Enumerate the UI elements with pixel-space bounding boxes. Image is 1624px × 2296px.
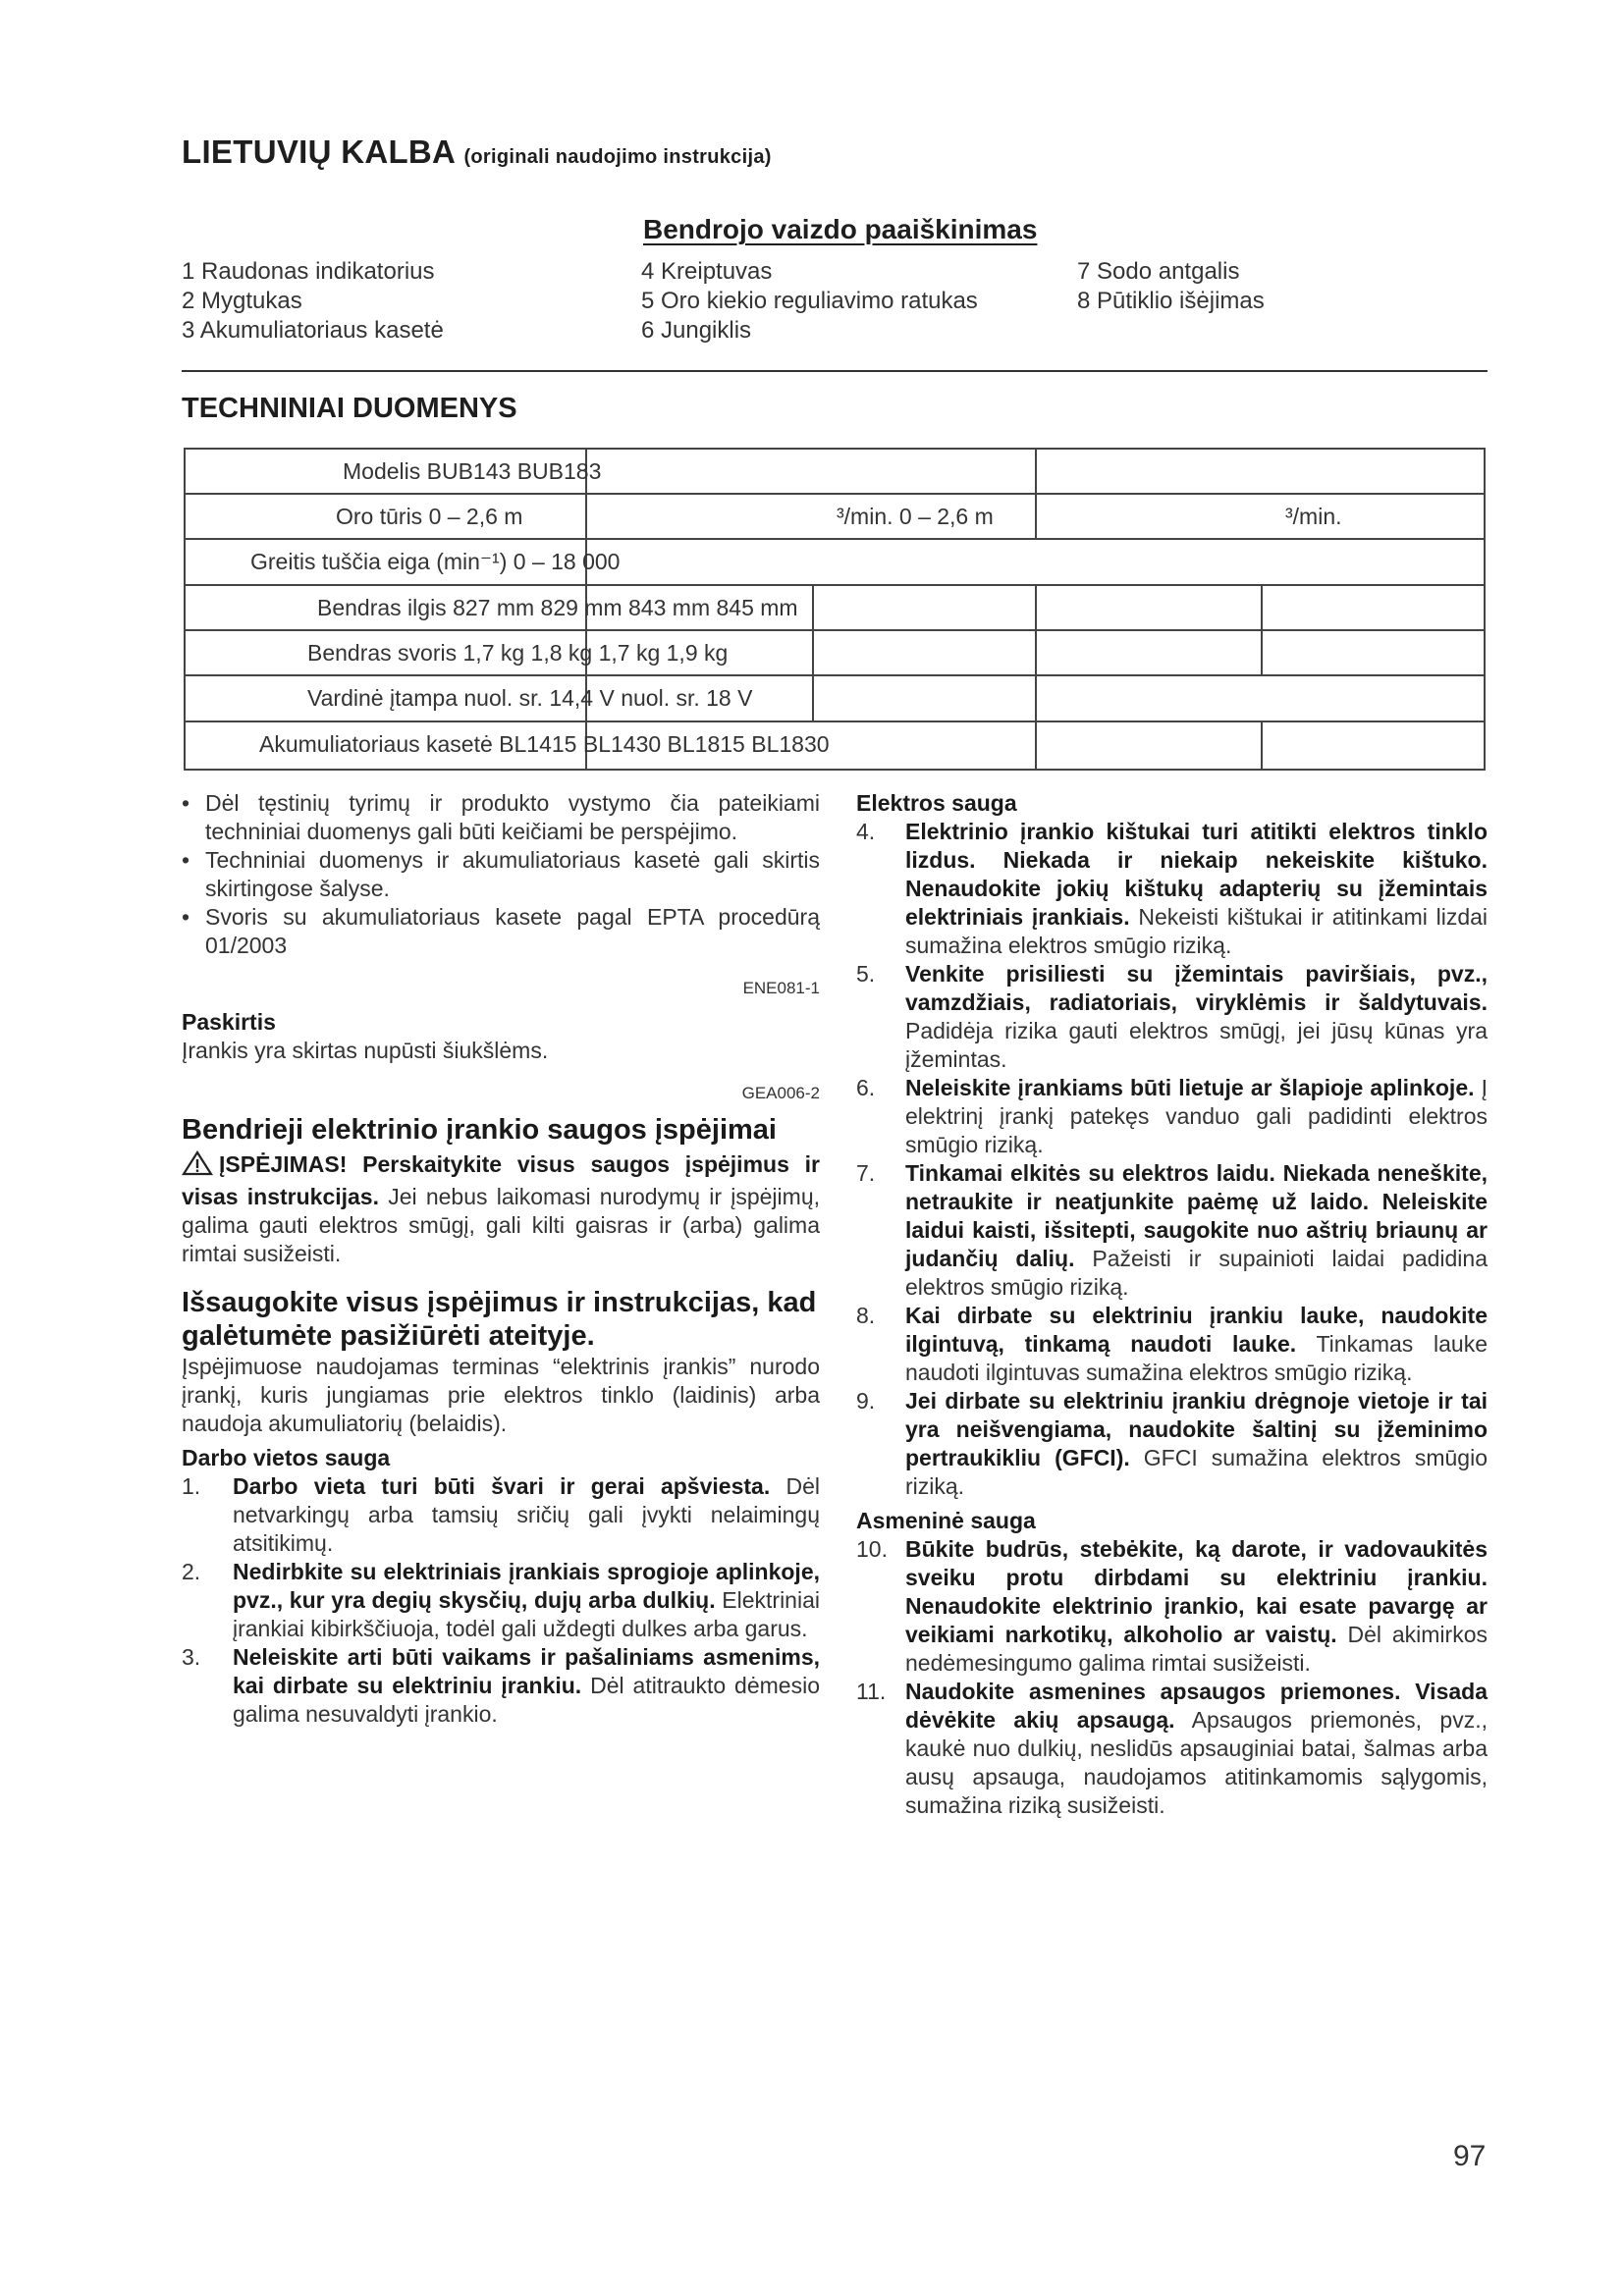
right-column — [856, 789, 1488, 1820]
item-bold: Neleiskite įrankiams būti lietuje ar šlapioje aplinkoje. — [905, 1075, 1475, 1100]
overview-heading: Bendrojo vaizdo paaiškinimas — [643, 214, 1038, 244]
part-item: 7 Sodo antgalis — [1077, 258, 1240, 285]
item-number: 11. — [856, 1679, 887, 1704]
part-item: 3 Akumuliatoriaus kasetė — [182, 317, 444, 344]
spec-note: • Dėl tęstinių tyrimų ir produkto vystymo čia pateikiami techniniai duomenys gali būti keičiami be perspėjimo. — [182, 789, 820, 846]
part-item: 6 Jungiklis — [641, 317, 752, 344]
spec-row-air-volume-value: ³/min. 0 – 2,6 m — [837, 504, 994, 529]
save-instructions-heading: Išsaugokite visus įspėjimus ir instrukcijas, kad galėtumėte pasižiūrėti ateityje. — [182, 1287, 817, 1352]
safety-item — [856, 1535, 1488, 1678]
spec-row-length: Bendras ilgis 827 mm 829 mm 843 mm 845 mm — [317, 595, 798, 620]
item-bold: Venkite prisiliesti su įžemintais paviršiais, pvz., vamzdžiais, radiatoriais, viryklėmis ir šaldytuvais. — [905, 961, 1488, 1015]
safety-item — [182, 1643, 820, 1729]
item-number: 8. — [856, 1303, 876, 1328]
part-item: 2 Mygtukas — [182, 288, 302, 314]
language-title: LIETUVIŲ KALBA — [182, 133, 455, 170]
part-item: 5 Oro kiekio reguliavimo ratukas — [641, 288, 978, 314]
safety-item — [856, 960, 1488, 1074]
page-title — [182, 133, 772, 171]
item-number: 10. — [856, 1536, 888, 1562]
item-bold: Nedirbkite su elektriniais įrankiais sprogioje aplinkoje, pvz., kur yra degių skysčių, dujų arba dulkių. — [233, 1559, 820, 1613]
spec-row-model: Modelis BUB143 BUB183 — [343, 458, 602, 484]
purpose-text: Įrankis yra skirtas nupūsti šiukšlėms. — [182, 1038, 549, 1063]
safety-item — [856, 1159, 1488, 1302]
spec-row-speed: Greitis tuščia eiga (min⁻¹) 0 – 18 000 — [250, 549, 621, 574]
warning-text: Jei nebus laikomasi nurodymų ir įspėjimų, galima gauti elektros smūgį, gali kilti gaisras ir (arba) galima rimtai susižeisti. — [182, 1184, 820, 1266]
language-subtitle: (originali naudojimo instrukcija) — [463, 146, 772, 168]
item-text: Padidėja rizika gauti elektros smūgį, jei jūsų kūnas yra įžemintas. — [905, 1018, 1488, 1072]
spec-note: • Svoris su akumuliatoriaus kasete pagal EPTA procedūrą 01/2003 — [182, 903, 820, 960]
item-text: Į elektrinį įrankį patekęs vanduo gali padidinti elektros smūgio riziką. — [905, 1075, 1488, 1157]
spec-row-weight: Bendras svoris 1,7 kg 1,8 kg 1,7 kg 1,9 kg — [307, 640, 729, 666]
safety-item — [856, 1302, 1488, 1387]
spec-row-air-volume: Oro tūris 0 – 2,6 m — [336, 504, 523, 529]
item-number: 6. — [856, 1075, 876, 1100]
parts-column-3 — [1077, 257, 1265, 316]
spec-note: • Techniniai duomenys ir akumuliatoriaus kasetė gali skirtis skirtingose šalyse. — [182, 846, 820, 903]
parts-column-2 — [641, 257, 978, 346]
item-bold: Naudokite asmenines apsaugos priemones. Visada dėvėkite akių apsaugą. — [905, 1679, 1488, 1733]
part-item: 1 Raudonas indikatorius — [182, 258, 435, 285]
safety-item — [182, 1558, 820, 1643]
safety-item — [856, 1387, 1488, 1501]
item-text: Tinkamas lauke naudoti ilgintuvas sumažina elektros smūgio riziką. — [905, 1331, 1488, 1385]
warning-triangle-icon — [182, 1150, 213, 1183]
part-item: 4 Kreiptuvas — [641, 258, 773, 285]
item-bold: Tinkamai elkitės su elektros laidu. Niekada neneškite, netraukite ir neatjunkite paėmę už laido. Neleiskite laidui kaisti, išsitepti, saugokite nuo aštrių briaunų ar judančių dalių. — [905, 1160, 1488, 1271]
part-item: 8 Pūtiklio išėjimas — [1077, 288, 1265, 314]
left-column — [182, 789, 820, 1729]
item-bold: Darbo vieta turi būti švari ir gerai apšviesta. — [233, 1473, 771, 1499]
item-bold: Neleiskite arti būti vaikams ir pašaliniams asmenims, kai dirbate su elektriniu įrankiu. — [233, 1644, 820, 1698]
parts-column-1 — [182, 257, 444, 346]
item-bold: Elektrinio įrankio kištukai turi atitikti elektros tinklo lizdus. Niekada ir niekaip nekeiskite kištuko. Nenaudokite jokių kištukų adapterių su įžemintais elektriniais įrankiais. — [905, 819, 1488, 930]
purpose-heading: Paskirtis — [182, 1009, 276, 1035]
item-number: 4. — [856, 819, 876, 844]
item-text: Dėl netvarkingų arba tamsių sričių gali įvykti nelaimingų atsitikimų. — [233, 1473, 821, 1556]
item-text: Elektriniai įrankiai kibirkščiuoja, todėl gali uždegti dulkes arba garus. — [233, 1587, 820, 1641]
item-number: 9. — [856, 1388, 876, 1414]
item-number: 7. — [856, 1160, 876, 1186]
safety-item — [856, 1678, 1488, 1820]
item-bold: Kai dirbate su elektriniu įrankiu lauke, naudokite ilgintuvą, tinkamą naudoti lauke. — [905, 1303, 1488, 1357]
item-number: 5. — [856, 961, 876, 987]
doc-code: ENE081-1 — [742, 979, 820, 997]
spec-row-voltage: Vardinė įtampa nuol. sr. 14,4 V nuol. sr. 18 V — [307, 685, 753, 711]
item-bold: Jei dirbate su elektriniu įrankiu drėgnoje vietoje ir tai yra neišvengiama, naudokite šaltinį su įžeminimo pertraukikliu (GFCI). — [905, 1388, 1488, 1470]
divider — [182, 370, 1488, 372]
safety-item — [856, 818, 1488, 960]
item-text: Pažeisti ir supainioti laidai padidina elektros smūgio riziką. — [905, 1246, 1489, 1300]
item-number: 2. — [182, 1559, 201, 1584]
item-text: Apsaugos priemonės, pvz., kaukė nuo dulkių, neslidūs apsauginiai batai, šalmas arba ausų apsauga, naudojamos atitinkamomis sąlygomis, sumažina riziką susižeisti. — [905, 1707, 1488, 1818]
warning-bold: ĮSPĖJIMAS! Perskaitykite visus saugos įspėjimus ir visas instrukcijas. — [182, 1151, 820, 1209]
spec-table — [184, 448, 1486, 772]
page-number: 97 — [1453, 2140, 1487, 2172]
item-number: 3. — [182, 1644, 201, 1670]
item-text: GFCI sumažina elektros smūgio riziką. — [905, 1445, 1488, 1499]
safety-item — [856, 1074, 1488, 1159]
item-bold: Būkite budrūs, stebėkite, ką darote, ir vadovaukitės sveiku protu dirbdami su elektriniu įrankiu. Nenaudokite elektrinio įrankio, kai esate pavargę ar veikiami narkotikų, alkoholio ar vaistų. — [905, 1536, 1488, 1647]
personal-safety-heading: Asmeninė sauga — [856, 1508, 1036, 1533]
electrical-safety-heading: Elektros sauga — [856, 790, 1017, 816]
work-area-heading: Darbo vietos sauga — [182, 1445, 391, 1470]
doc-code: GEA006-2 — [741, 1084, 820, 1102]
general-safety-heading: Bendrieji elektrinio įrankio saugos įspėjimai — [182, 1114, 777, 1146]
tech-heading: TECHNINIAI DUOMENYS — [182, 393, 517, 424]
term-text: Įspėjimuose naudojamas terminas “elektrinis įrankis” nurodo įrankį, kuris jungiamas prie elektros tinklo (laidinis) arba naudoja akumuliatorių (belaidis). — [182, 1354, 820, 1436]
warning-paragraph — [182, 1150, 820, 1268]
item-text: Dėl atitraukto dėmesio galima nesuvaldyti įrankio. — [233, 1673, 820, 1727]
spec-row-battery: Akumuliatoriaus kasetė BL1415 BL1430 BL1815 BL1830 — [259, 731, 830, 757]
safety-item — [182, 1472, 820, 1558]
item-text: Nekeisti kištukai ir atitinkami lizdai sumažina elektros smūgio riziką. — [905, 904, 1489, 958]
item-text: Dėl akimirkos nedėmesingumo galima rimtai susižeisti. — [905, 1622, 1488, 1676]
item-number: 1. — [182, 1473, 201, 1499]
spec-row-air-volume-unit: ³/min. — [1285, 504, 1342, 529]
